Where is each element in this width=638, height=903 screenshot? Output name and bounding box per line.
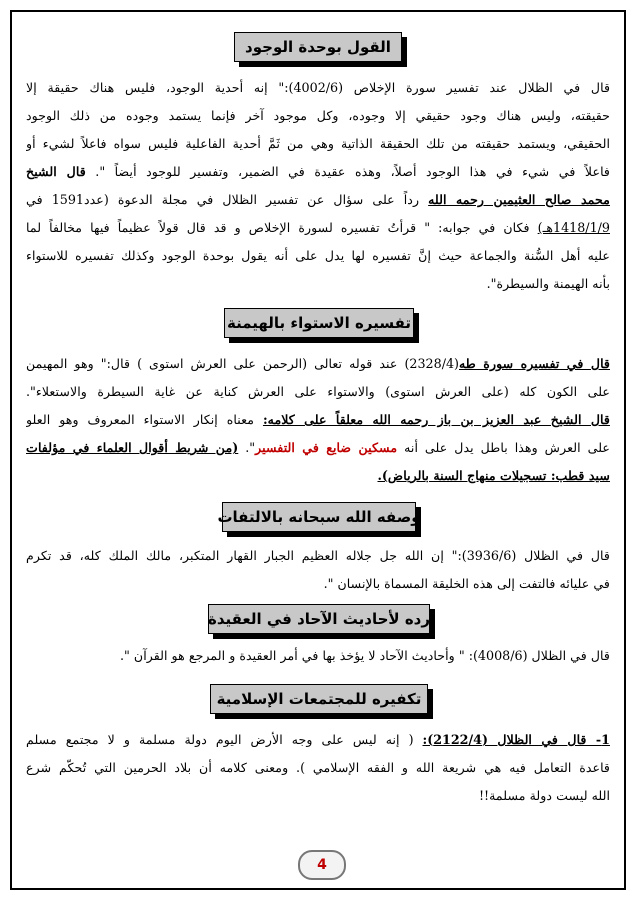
citation-label: قال في تفسيره سورة طه — [459, 356, 610, 371]
paragraph-ahad — [26, 642, 610, 670]
paragraph-takfir — [26, 726, 610, 810]
paragraph-iltifat — [26, 542, 610, 598]
text-line: قال في الظلال عند تفسير سورة الإخلاص (4002/6):" إنه أحدية الوجود، فليس هناك حقيقة إلا — [26, 80, 610, 95]
paragraph-wahdat-al-wujud — [26, 74, 610, 298]
heading-title: رده لأحاديث الآحاد في العقيدة — [208, 604, 430, 634]
highlighted-phrase: مسكين ضايع في التفسير — [255, 440, 398, 455]
page-number-badge: 4 — [298, 850, 346, 880]
text-span: فاعلاً في شيء في هذا الوجود أصلاً، وهذه عقيدة في الضمير، وتفسير للوجود أيضاً ". — [95, 164, 610, 179]
section-heading — [217, 502, 421, 532]
source-reference: سيد قطب: تسجيلات منهاج السنة بالرياض). — [377, 468, 610, 483]
speaker-name: محمد صالح العثيمين رحمه الله — [428, 192, 610, 207]
text-span: على العرش وهذا باطل يدل على أنه — [404, 440, 610, 455]
text-line: قاعدة التعامل فيه هي شريعة الله و الفقه الإسلامي ). ومعنى كلامه أن بلاد الحرمين التي تُحكّم شرع — [26, 760, 610, 775]
text-line: حقيقته، وليس هناك وجود حقيقي إلا وجوده، وكل موجود آخر فإنما يستمد وجوده من ذلك الوجود — [26, 108, 610, 123]
paragraph-istiwa — [26, 350, 610, 490]
text-line: قال في الظلال (3936/6):" إن الله جل جلاله العظيم الجبار القهار المتكبر، مالك الملك كله، قد تكرم — [26, 548, 610, 563]
text-line: قال في الظلال (4008/6): " وأحاديث الآحاد لا يؤخذ بها في أمر العقيدة و المرجع هو القرآن ". — [119, 648, 610, 663]
text-span: رداً على سؤال عن تفسير الظلال في مجلة الدعوة (عدد1591 في — [26, 192, 420, 207]
page-frame — [10, 10, 626, 890]
text-line: على الكون كله (على العرش استوى) والاستواء على العرش كناية عن غاية السيطرة والاستعلاء". — [26, 384, 610, 399]
text-line: عليه أهل السُّنة والجماعة حيث إنَّ تفسيره لها يدل على أنه يقول بوحدة الوجود وكذلك تفسيره للاستواء — [26, 248, 610, 263]
section-heading — [234, 32, 402, 62]
text-line — [26, 434, 610, 462]
source-reference: (من شريط أقوال العلماء في مؤلفات — [26, 440, 239, 455]
heading-title: تفسيره الاستواء بالهيمنة — [224, 308, 414, 338]
heading-title: تكفيره للمجتمعات الإسلامية — [210, 684, 428, 714]
text-line — [26, 406, 610, 434]
text-line: بأنه الهيمنة والسيطرة". — [486, 276, 610, 291]
text-line: في عليائه فالتفت إلى هذه الخليقة المسماة بالإنسان ". — [323, 576, 610, 591]
heading-title: وصفه الله سبحانه بالالتفات — [222, 502, 416, 532]
text-line — [26, 350, 610, 378]
text-line — [26, 214, 610, 242]
text-span: ( إنه ليس على وجه الأرض اليوم دولة مسلمة و لا مجتمع مسلم — [26, 732, 414, 747]
date-reference: 1418/1/9هـ) — [537, 220, 610, 235]
text-span: فكان في جوابه: " قرأتُ تفسيره لسورة الإخلاص و قد قال قولاً عظيماً فيها مخالفاً لما — [26, 220, 530, 235]
speaker-label: قال الشيخ — [26, 164, 86, 179]
section-heading — [210, 684, 428, 714]
citation-label: 1- قال في الظلال (2122/4): — [422, 732, 610, 747]
section-heading — [208, 604, 430, 634]
text-span: ". — [245, 440, 256, 455]
text-line — [26, 726, 610, 754]
speaker-label: قال الشيخ عبد العزيز بن باز رحمه الله معلقاً على كلامه: — [262, 412, 610, 427]
heading-title: القول بوحدة الوجود — [234, 32, 402, 62]
section-heading — [224, 308, 414, 338]
text-line — [26, 186, 610, 214]
text-span: معناه إنكار الاستواء المعروف وهو العلو — [26, 412, 255, 427]
text-line — [26, 462, 610, 490]
text-line: الحقيقي، ويستمد حقيقته من تلك الحقيقة الذاتية وهي من ثَمَّ أحدية الفاعلية فليس سواه فاعلاً لشيء أو — [26, 136, 610, 151]
text-span: (2328/4) عند قوله تعالى (الرحمن على العرش استوى ) قال:" وهو المهيمن — [26, 356, 459, 371]
text-line: الله ليست دولة مسلمة!! — [478, 788, 610, 803]
text-line — [26, 158, 610, 186]
